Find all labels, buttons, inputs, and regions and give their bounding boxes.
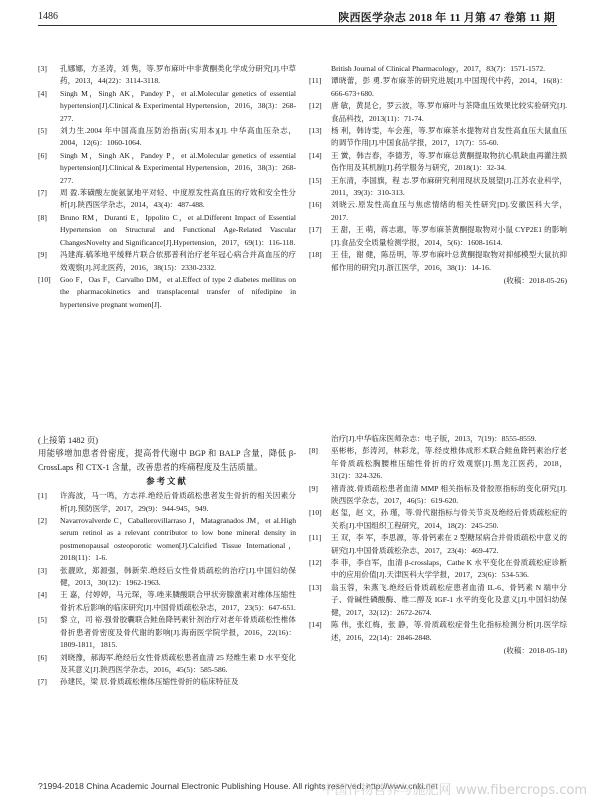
received-date: (收稿：2018-05-26): [503, 275, 567, 285]
reference-item: [309, 199, 567, 224]
reference-text: 翁玉蓉，朱燕飞.绝经后骨质疏松症患者血清 IL-6、骨钙素 N 端中分子、骨碱性磷酸酶、维二醇及 IGF-1 水平的变化及意义[J].中国妇幼保健，2017，32(12)：2672-2674.: [331, 582, 567, 617]
reference-number: [11]: [309, 533, 322, 543]
reference-item: [309, 249, 567, 274]
reference-number: [2]: [38, 516, 47, 526]
body-paragraph: 用能够增加患者骨密度，提高骨代谢中 BGP 和 BALP 含量，降低 β-CrossLaps 和 CTX-1 含量，改善患者的疼痛程度及生活质量。: [38, 449, 296, 472]
journal-title: 陕西医学杂志 2018 年 11 月第 47 卷第 11 期: [338, 12, 555, 24]
reference-item: [309, 557, 567, 582]
reference-item: [309, 125, 567, 150]
reference-number: [5]: [38, 615, 47, 625]
reference-text: 杨 利，韩诗雯，车会莲，等.罗布麻茶水提物对自发性高血压大鼠血压的调节作用[J].中国食品学报，2017，17(7)：55-60.: [331, 126, 567, 148]
reference-number: [6]: [38, 150, 47, 160]
reference-item: [309, 619, 567, 644]
reference-text: 张靓欧，郑源强，韩新荣.绝经后女性骨质疏松的治疗[J].中国妇幼保健，2013，30(12)：1962-1963.: [60, 565, 296, 588]
reference-item: [38, 676, 296, 688]
reference-number: [5]: [38, 126, 47, 136]
reference-text: 王东清，李国旗，程 志.罗布麻研究利用现状及展望[J].江苏农业科学，2011，39(3)：310-313.: [331, 175, 567, 198]
reference-number: [14]: [309, 620, 322, 630]
reference-item: [38, 125, 296, 150]
reference-list: [38, 63, 296, 311]
reference-text: 巫彬彬，彭涛河，林彩龙，等.经皮椎体成形术联合鲑鱼降钙素治疗老年骨质疏松胸腰椎压缩性骨折的疗效观察[J].黑龙江医药，2018，31(2)：324-326.: [331, 446, 567, 481]
reference-number: [6]: [38, 652, 47, 662]
reference-item: [38, 212, 296, 249]
reference-item: [38, 652, 296, 677]
reference-item: [309, 483, 567, 508]
reference-text: 陈 伟，张红梅，张 静，等.骨质疏松症骨生化指标检测分析[J].医学综述，2016，22(14)：2846-2848.: [331, 620, 567, 642]
reference-text: 褚青波.骨质疏松患者血清 MMP 相关指标及骨胶原指标的变化研究[J].陕西医学杂志，2017，46(5)：619-620.: [331, 483, 567, 506]
reference-text: 孙建民，梁 辰.骨质疏松椎体压缩性骨折的临床特征及: [60, 677, 239, 687]
reference-number: [8]: [309, 446, 318, 456]
reference-number: [3]: [38, 64, 47, 73]
reference-number: [8]: [38, 212, 47, 222]
reference-number: [12]: [309, 558, 322, 568]
reference-text: 唐 敏，黄昆仑，罗云波，等.罗布麻叶与茶降血压效果比较实验研究[J].食品科技，2013(11)：71-74.: [331, 101, 567, 123]
right-top-column: [309, 63, 567, 287]
reference-number: [12]: [309, 101, 322, 111]
reference-list: [309, 75, 567, 274]
reference-text: 谭晓蕾，彭 勇.罗布麻茶的研究进展[J].中国现代中药，2014，16(8)：666-673+680.: [331, 76, 567, 98]
reference-text: 王 双，李 军，李思源，等.骨钙素在 2 型糖尿病合并骨质疏松中意义的研究[J].中国骨质疏松杂志，2017，23(4)：469-472.: [331, 533, 567, 555]
reference-text: Bruno RM，Duranti E，Ippolito C，et al.Different Impact of Essential Hypertension on Structural and Functional Age-Related Vascular ChangesNovelty and Significance[J].Hypertension，2017，69(1)：116-118.: [60, 212, 296, 247]
reference-text: 刘晓云.原发性高血压与焦虑情绪的相关性研究[D].安徽医科大学，2017.: [331, 200, 567, 222]
reference-item: [38, 187, 296, 212]
received-date: (收稿：2018-05-18): [503, 645, 567, 655]
reference-number: [15]: [309, 175, 322, 185]
reference-number: [4]: [38, 88, 47, 98]
reference-item: [309, 150, 567, 175]
reference-number: [1]: [38, 491, 47, 501]
reference-item: [309, 75, 567, 100]
reference-list: [38, 490, 296, 689]
reference-text: 刘力生.2004 年中国高血压防治指南(实用本)[J]. 中华高血压杂志，2004，12(6)：1060-1064.: [60, 126, 296, 148]
reference-text: 赵 玺，赵 文，孙 瑾，等.骨代谢指标与骨关节炎及绝经后骨质疏松症的关系[J].中国组织工程研究，2014，18(2)：245-250.: [331, 508, 567, 530]
reference-text: 孔娜娜，方圣涛，刘 隽，等.罗布麻叶中非黄酮类化学成分研究[J].中草药，2013，44(22)：3114-3118.: [60, 64, 296, 86]
reference-list: [309, 445, 567, 644]
reference-item: [38, 150, 296, 187]
reference-text: 冯建海.稿苯地平缓释片联合依那普利治疗老年冠心病合并高血压的疗效观察[J].河北医药，2016，38(15)：2330-2332.: [60, 250, 296, 272]
reference-text: Singh M，Singh AK，Pandey P，et al.Molecular genetics of essential hypertension[J].Clinical & Experimental Hypertension，2016，38(3)：268-277.: [60, 88, 296, 123]
reference-text: 黎 立，司 裕.强骨胶囊联合鲑鱼降钙素针剂治疗对老年骨质疏松性椎体骨折患者骨密度及骨代谢的影响[J].海南医学院学报，2016，22(16)：1809-1811，1815.: [60, 615, 296, 650]
reference-item: [38, 589, 296, 614]
reference-text: 王 黉，韩吉春，李德芳，等.罗布麻总黄酮提取物抗心肌缺血再灌注损伤作用及其机制[J].药学服务与研究，2018(1)：32-34.: [331, 150, 567, 173]
continuation-note: (上接第 1482 页): [38, 436, 99, 445]
reference-number: [10]: [309, 508, 322, 518]
reference-text: 王 嘉，付婷婷，马元琛，等.唑来膦酸联合甲状旁腺激素对维体压缩性骨折术后影响的临床研究[J].中国骨质疏松杂志，2017，23(5)：647-651.: [60, 590, 296, 612]
reference-item: [309, 532, 567, 557]
reference-continuation: 治疗[J].中华临床医师杂志：电子版，2013，7(19)：8555-8559.: [331, 434, 537, 443]
page-number: 1486: [38, 11, 58, 22]
reference-number: [7]: [38, 677, 47, 687]
reference-item: [309, 445, 567, 482]
reference-number: [13]: [309, 582, 322, 592]
watermark: 中国作物营养与施肥网 www.fibercrops.com: [321, 783, 587, 798]
left-bottom-column: [38, 432, 296, 689]
reference-text: Goo F，Oas F，Carvalho DM，et al.Effect of type 2 diabetes mellitus on the pharmacokinetics and transplacental transfer of nifedipine in hypertensive pregnant women[J].: [60, 274, 296, 309]
header-rule: [38, 25, 557, 26]
reference-item: [38, 63, 296, 88]
left-top-column: [38, 63, 296, 311]
reference-number: [7]: [38, 188, 47, 198]
reference-item: [309, 224, 567, 249]
reference-number: [4]: [38, 590, 47, 600]
reference-continuation: British Journal of Clinical Pharmacology，2017，83(7)：1571-1572.: [331, 64, 546, 73]
reference-text: 李 菲，李自军，血清 β-crosslaps，Cathe K 水平变化在骨质疏松症诊断中的应用价值[J].天津医科大学学报，2017，23(6)：534-536.: [331, 558, 567, 580]
reference-item: [38, 249, 296, 274]
reference-number: [3]: [38, 565, 47, 575]
reference-item: [38, 274, 296, 311]
reference-number: [16]: [309, 200, 322, 210]
references-heading: 参考文献: [146, 477, 188, 487]
reference-item: [38, 614, 296, 651]
reference-item: [309, 100, 567, 125]
reference-number: [11]: [309, 76, 322, 86]
reference-item: [38, 515, 296, 565]
reference-text: Navarrovalverde C，Caballerovillarraso J，Matagranados JM，et al.High serum retinol as a relevant contributor to low bone mineral density in postmenopausal osteoporotic women[J].Calcified Tissue International，2018(11)：1-6.: [60, 516, 296, 563]
reference-item: [309, 582, 567, 619]
reference-item: [38, 88, 296, 125]
reference-text: Singh M，Singh AK，Pandey P，et al.Molecular genetics of essential hypertension[J].Clinical & Experimental Hypertension，2016，38(3)：268-277.: [60, 150, 296, 185]
reference-text: 刘晓豫，郝海军.绝经后女性骨质疏松患者血清 25 羟维生素 D 水平变化及其意义[J].陕西医学杂志，2016，45(5)：585-586.: [60, 652, 296, 674]
reference-text: 周 盈.苯磺酸左旋氨氯地平对轻、中度原发性高血压的疗效和安全性分析[J].陕西医学杂志，2014，43(4)：487-488.: [60, 188, 296, 210]
reference-text: 许海波，马一鸣，方志祥.绝经后骨质疏松患者发生骨折的相关因素分析[J].预防医学，2017，29(9)：944-945，949.: [60, 491, 296, 513]
reference-number: [17]: [309, 225, 322, 235]
reference-text: 王 甜，王 萌，蒋志惠，等.罗布麻茶黄酮提取物对小鼠 CYP2E1 的影响[J].食品安全质量检测学报，2014，5(6)：1608-1614.: [331, 225, 567, 247]
reference-number: [9]: [309, 483, 318, 493]
reference-number: [13]: [309, 126, 322, 136]
reference-number: [9]: [38, 250, 47, 260]
reference-number: [18]: [309, 250, 322, 260]
reference-item: [38, 490, 296, 515]
reference-item: [38, 565, 296, 590]
reference-number: [10]: [38, 274, 51, 284]
reference-text: 王 佳，谢 健，陈岳明，等.罗布麻叶总黄酮提取物对抑郁模型大鼠抗抑郁作用的研究[J].浙江医学，2016，38(1)：14-16.: [331, 250, 567, 272]
reference-item: [309, 175, 567, 200]
copyright-footer: ?1994-2018 China Academic Journal Electronic Publishing House. All rights reserved. http://www.cnki.net: [38, 781, 438, 791]
reference-item: [309, 507, 567, 532]
right-bottom-column: [309, 433, 567, 657]
reference-number: [14]: [309, 150, 322, 160]
